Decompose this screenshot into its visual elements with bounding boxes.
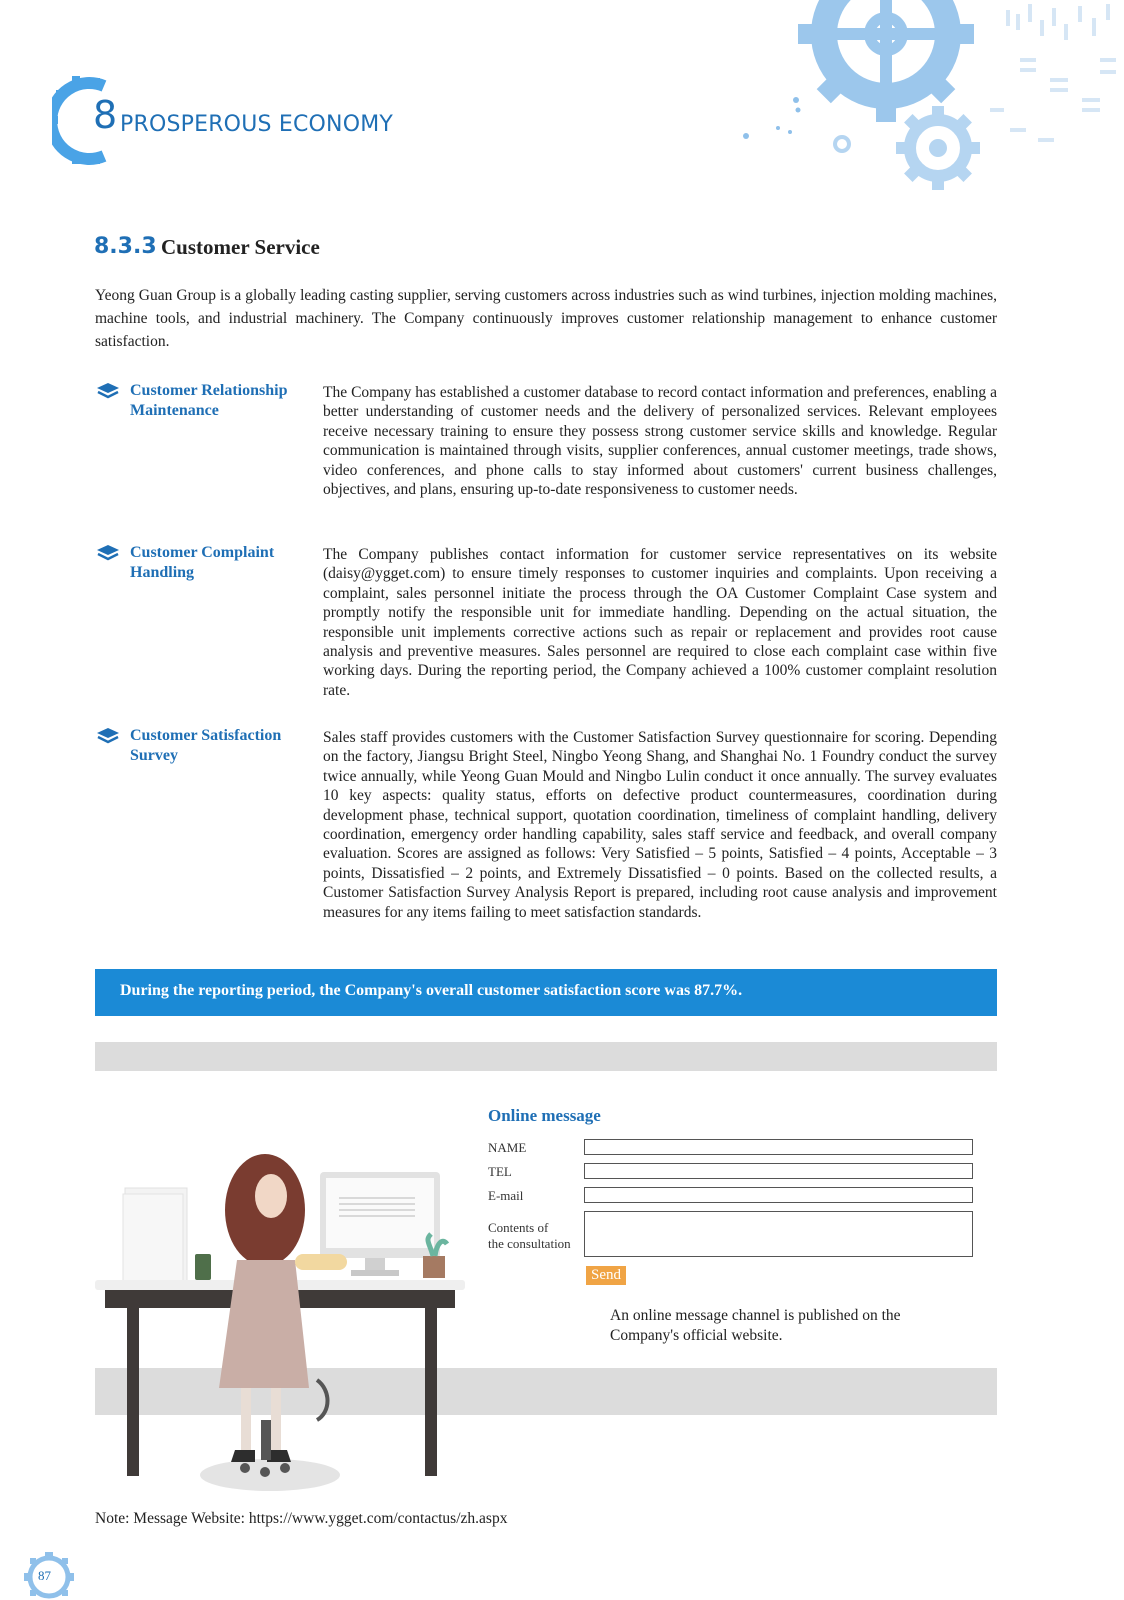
email-label: E-mail [488, 1188, 524, 1203]
grey-band-top [95, 1042, 997, 1071]
contents-label-line2: the consultation [488, 1236, 571, 1251]
block-heading-line2: Survey [130, 747, 178, 764]
page-number: 87 [38, 1568, 51, 1583]
tel-label: TEL [488, 1164, 512, 1179]
website-note: Note: Message Website: https://www.ygget.com/contactus/zh.aspx [95, 1510, 508, 1527]
layers-icon [96, 544, 120, 562]
block-body-satisfaction: Sales staff provides customers with the Customer Satisfaction Survey questionnaire for scoring. Depending on the factory, Jiangsu Bright Steel, Ningbo Yeong Shang, and Shanghai No. 1 Foundry conduct the survey twice annually, while Yeong Guan Mould and Ningbo Lulin conduct it once annually. The survey evaluates 10 key aspects: quality status, efforts on defective product countermeasures, coordination during development phase, technical support, quotation coordination, timeliness of complaint handling, delivery coordination, emergency order handling capability, sales staff service and feedback, and overall company evaluation. Scores are assigned as follows: Very Satisfied – 5 points, Satisfied – 4 points, Acceptable – 3 points, Dissatisfied – 2 points, and Extremely Dissatisfied – 0 points. Based on the collected results, a Customer Satisfaction Survey Analysis Report is prepared, including root cause analysis and improvement measures for any items failing to meet satisfaction standards. [323, 729, 997, 921]
block-heading-line1: Customer Satisfaction [130, 727, 282, 744]
contents-field[interactable] [584, 1211, 973, 1257]
contents-label [488, 1220, 571, 1252]
satisfaction-banner [95, 969, 997, 1016]
email-field[interactable] [584, 1187, 973, 1203]
gear-decoration [690, 0, 1124, 210]
block-body-relationship: The Company has established a customer database to record contact information and preferences, enabling a better understanding of customer needs and the delivery of personalized services. Relevant employees receive necessary training to ensure they possess strong customer service skills and knowledge. Regular communication is maintained through visits, supplier conferences, annual customer meetings, trade shows, video conferences, and phone calls to stay informed about customers' current business challenges, objectives, and plans, ensuring up-to-date responsiveness to customer needs. [323, 384, 997, 499]
banner-text: During the reporting period, the Company's overall customer satisfaction score was 87.7%. [120, 982, 743, 999]
woman-at-desk-illustration [95, 1150, 465, 1495]
block-heading-line2: Handling [130, 564, 195, 581]
section-number: 8.3.3 [94, 234, 157, 259]
section-intro: Yeong Guan Group is a globally leading casting supplier, serving customers across industries such as wind turbines, injection molding machines, machine tools, and industrial machinery. The Company continuously improves customer relationship management to enhance customer satisfaction. [95, 287, 997, 350]
layers-icon [96, 382, 120, 400]
name-field[interactable] [584, 1139, 973, 1155]
block-heading-line1: Customer Complaint [130, 544, 275, 561]
block-heading-satisfaction [96, 726, 306, 766]
block-body-complaint: The Company publishes contact information for customer service representatives on its website (daisy@ygget.com) to ensure timely responses to customer inquiries and complaints. Upon receiving a complaint, sales personnel initiate the process through the OA Customer Complaint Case system and promptly notify the responsible unit for immediate handling. Depending on the actual situation, the responsible unit implements corrective actions such as repair or replacement and provides root cause analysis and preventive measures. Sales personnel are required to close each complaint case within five working days. During the reporting period, the Company achieved a 100% customer complaint resolution rate. [323, 546, 997, 699]
block-heading-line2: Maintenance [130, 402, 219, 419]
block-heading-relationship [96, 381, 306, 421]
name-label: NAME [488, 1140, 527, 1155]
form-caption: An online message channel is published on the Company's official website. [610, 1307, 901, 1344]
layers-icon [96, 727, 120, 745]
tel-field[interactable] [584, 1163, 973, 1179]
block-heading-complaint [96, 543, 306, 583]
section-title: Customer Service [161, 235, 320, 259]
send-button[interactable]: Send [586, 1266, 626, 1285]
contents-label-line1: Contents of [488, 1220, 549, 1235]
form-title: Online message [488, 1106, 601, 1125]
chapter-title: PROSPEROUS ECONOMY [120, 112, 394, 137]
block-heading-line1: Customer Relationship [130, 382, 288, 399]
chapter-number: 8 [93, 93, 118, 137]
